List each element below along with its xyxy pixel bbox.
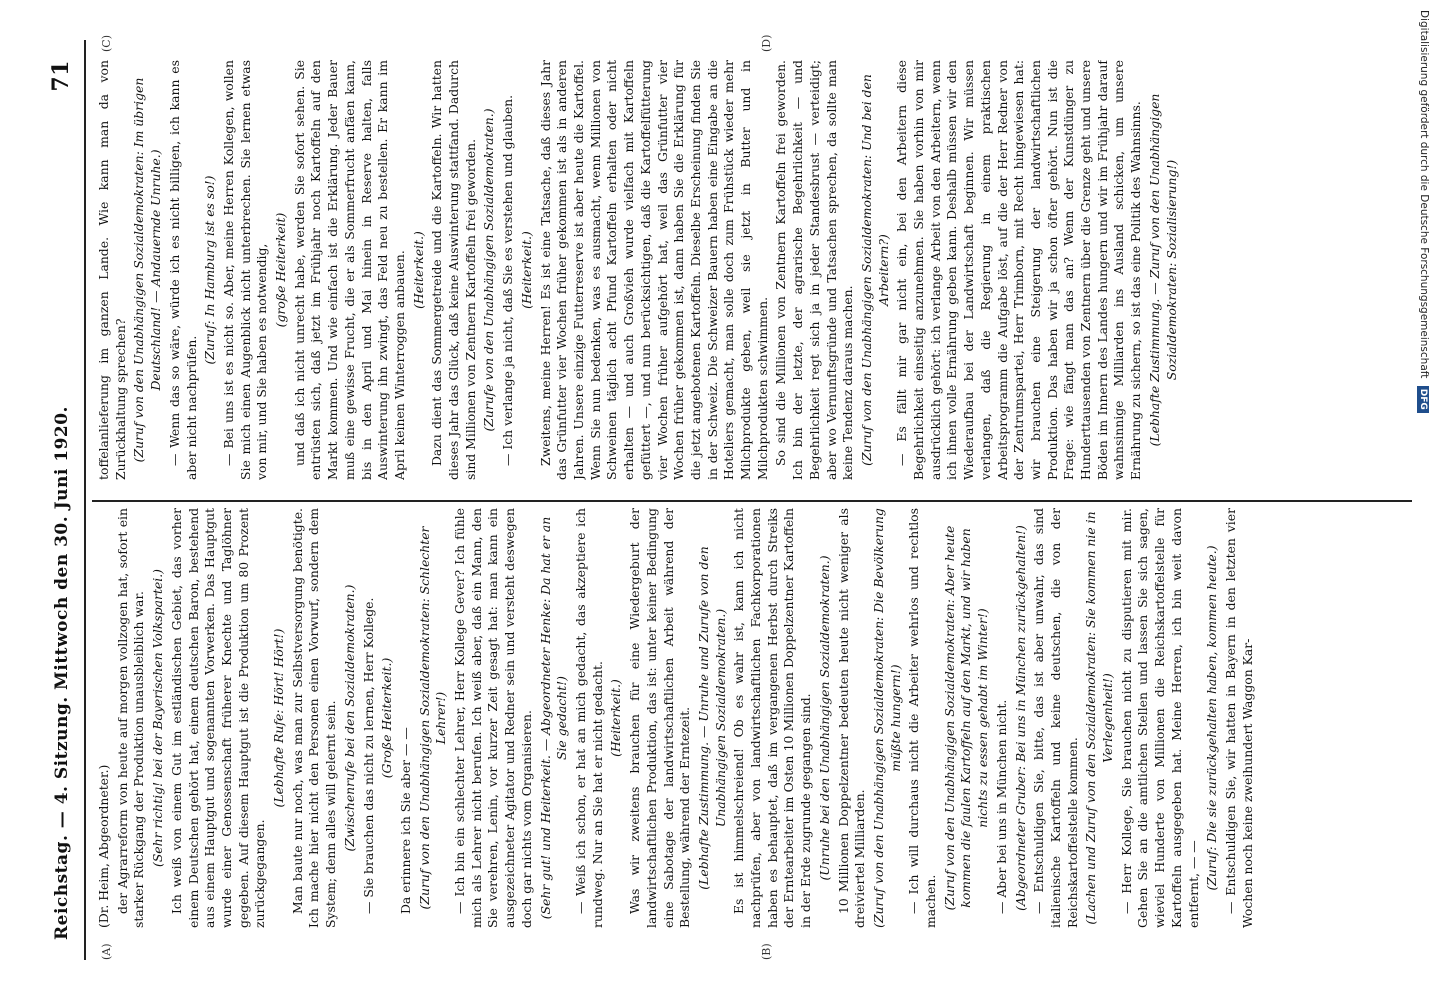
paragraph: So sind die Millionen von Zentnern Kartoffeln frei geworden. Ich bin der letzte, der agrarische Begehrlichkeit — und Begehrlichkeit regt sich ja in jeder Standesbrust — verteidigt; aber wo Vernunftsgründe und Tatsachen sprechen, da sollte man keine Tendenz daraus machen.: [773, 60, 856, 480]
paragraph: — Entschuldigen Sie, wir hatten in Bayern in den letzten vier Wochen noch keine zweihundert Waggon Kar-: [1223, 508, 1255, 928]
column-rule: [92, 500, 1412, 502]
digitization-note: [1417, 10, 1430, 413]
interjection: (Zwischenrufe bei den Sozialdemokraten.): [341, 584, 357, 852]
interjection: (Zuruf von den Unabhängigen Sozialdemokraten: Im übrigen Deutschland! — Andauernde Unruhe.): [131, 77, 164, 463]
paragraph: der Agrarreform von heute auf morgen vollzogen hat, sofort ein starker Rückgang der Produktion unausbleiblich war.: [114, 508, 147, 928]
header-rule: [84, 40, 86, 960]
paragraph: — Ich verlange ja nicht, daß Sie es verstehen und glauben.: [500, 94, 516, 466]
margin-mark-c: (C): [100, 35, 113, 52]
dfg-logo: DFG: [1417, 386, 1429, 413]
interjection: (Sehr richtig! bei der Bayerischen Volkspartei.): [150, 568, 166, 868]
interjection: (Zuruf: Die sie zurückgehalten haben, kommen heute.): [1204, 545, 1220, 891]
paragraph: (Dr. Heim, Abgeordneter.): [96, 764, 111, 928]
interjection: (Zurufe von den Unabhängigen Sozialdemokraten.): [481, 108, 497, 432]
paragraph: Dazu dient das Sommergetreide und die Kartoffeln. Wir hatten dieses Jahr das Glück, daß keine Auswinterung stattfand. Dadurch sind Millionen von Zentnern Kartoffeln frei geworden.: [429, 60, 478, 480]
page-number: 71: [48, 60, 74, 92]
paragraph: 10 Millionen Doppelzentner bedeuten heute nicht weniger als dreiviertel Milliarden.: [835, 508, 868, 928]
interjection: (Zuruf: In Hamburg ist es so!): [202, 175, 218, 365]
text-column-left: [96, 508, 1434, 928]
margin-mark-b: (B): [760, 943, 773, 960]
interjection: (Zuruf von den Unabhängigen Sozialdemokraten: Und bei den Arbeitern?): [858, 74, 891, 466]
interjection: (Zuruf von den Unabhängigen Sozialdemokraten: Aber heute kommen die faulen Kartoffeln auf den Markt, und wir haben nichts zu essen gehabt im Winter!): [941, 525, 991, 911]
interjection: (große Heiterkeit): [273, 212, 289, 328]
margin-mark-d: (D): [760, 34, 773, 52]
paragraph: und daß ich nicht unrecht habe, werden Sie sofort sehen. Sie entrüsten sich, daß jetzt im Frühjahr noch Kartoffeln auf den Markt kommen. Und wie einfach ist die Erklärung. Jeder Bauer muß eine gewisse Frucht, die er als Sommerfrucht anfäen kann, bis in den April und Mai hinein in Reserve halten, falls Auswinterung ihn zwingt, das Feld neu zu bestellen. Er kann im April keinen Winterroggen anbauen.: [291, 60, 407, 480]
paragraph: — Ich will durchaus nicht die Arbeiter wehrlos und rechtlos machen.: [906, 508, 939, 928]
interjection: (Heiterkeit.): [410, 231, 426, 309]
interjection: (Heiterkeit.): [518, 231, 534, 309]
interjection: (Sehr gut! und Heiterkeit. — Abgeordneter Henke: Da hat er an Sie gedacht!): [537, 516, 570, 920]
paragraph: toffelanlieferung im ganzen Lande. Wie kann man da von Zurückhaltung sprechen?: [96, 60, 128, 480]
interjection: (Lebhafte Rufe: Hört! Hört!): [271, 628, 287, 808]
paragraph: — Weiß ich schon, er hat an mich gedacht, das akzeptiere ich rundweg. Nur an Sie hat er nicht gedacht.: [572, 508, 605, 928]
page-header: [48, 60, 78, 940]
interjection: (Unruhe bei den Unabhängigen Sozialdemokraten.): [816, 555, 832, 881]
paragraph: Da erinnere ich Sie aber — —: [397, 727, 413, 914]
paragraph: — Es fällt mir gar nicht ein, bei den Arbeitern diese Begehrlichkeit einseitig anzunehmen. Sie haben vorhin von mir ausdrücklich gehört: ich verlange Arbeit von den Arbeitern, wenn ich ihnen volle Ernährung geben kann. Deshalb müssen wir den Wiederaufbau bei der Landwirtschaft beginnen. Wir müssen verlangen, daß die Regierung in einem praktischen Arbeitsprogramm die Aufgabe löst, auf die der Herr Redner von der Zentrumspartei, Herr Trimborn, mit Recht hingewiesen hat: wir brauchen eine Steigerung der landwirtschaftlichen Produktion. Das haben wir ja schon öfter gehört. Nun ist die Frage: wie fängt man das an? Wenn der Kunstdünger zu Hunderttausenden von Zentnern über die Grenze geht und unsere Böden im Innern des Landes hungern und wir im Frühjahr darauf wahnsinnige Milliarden ins Ausland schicken, um unsere Ernährung zu sichern, so ist das eine Politik des Wahnsinns.: [894, 60, 1144, 480]
interjection: (Lebhafte Zustimmung. — Zuruf von den Unabhängigen Sozialdemokraten: Sozialisierung!): [1146, 93, 1179, 447]
text-column-right: [96, 60, 1434, 480]
paragraph: — Entschuldigen Sie, bitte, das ist aber unwahr, das sind italienische Kartoffeln und keine deutschen, die von der Reichskartoffelstelle kommen.: [1031, 508, 1080, 928]
paragraph: Man baute nur noch, was man zur Selbstversorgung benötigte. Ich mache hier nicht den Personen einen Vorwurf, sondern dem System; denn alles will gelernt sein.: [289, 508, 339, 928]
paragraph: — Aber bei uns in München nicht.: [993, 699, 1009, 914]
interjection: (Zuruf von den Unabhängigen Sozialdemokraten: Die Bevölkerung müßte hungern!): [870, 508, 903, 928]
paragraph: — Sie brauchen das nicht zu lernen, Herr Kollege.: [360, 597, 376, 914]
margin-mark-a: (A): [100, 943, 113, 960]
digitization-text: Digitalisierung gefördert durch die Deutsche Forschungsgemeinschaft: [1418, 10, 1430, 379]
header-title: Reichstag. — 4. Sitzung. Mittwoch den 30. Juni 1920.: [52, 406, 72, 940]
paragraph: — Ich bin ein schlechter Lehrer, Herr Kollege Gever? Ich fühle mich als Lehrer nicht berufen. Ich weiß aber, daß ein Mann, den Sie verehren, Lenin, vor kurzer Zeit gesagt hat: man kann ein ausgezeichneter Agitator und Redner sein und versteht deswegen doch gar nichts vom Organisieren.: [452, 508, 534, 928]
paragraph: — Wenn das so wäre, würde ich es nicht billigen, ich kann es aber nicht nachprüfen.: [166, 60, 199, 480]
paragraph: Was wir zweitens brauchen für eine Wiedergeburt der landwirtschaftlichen Produktion, das ist: unter keiner Bedingung eine Sabotage der landwirtschaftlichen Arbeit während der Bestellung, während der Erntezeit.: [627, 508, 693, 928]
interjection: (Abgeordneter Gruber: Bei uns in München zurückgehalten!): [1012, 525, 1028, 911]
interjection: (Zuruf von den Unabhängigen Sozialdemokraten: Schlechter Lehrer!): [416, 526, 449, 910]
interjection: (Lebhafte Zustimmung. — Unruhe und Zurufe von den Unabhängigen Sozialdemokraten.): [695, 546, 728, 890]
paragraph: — Herr Kollege, Sie brauchen nicht zu disputieren mit mir. Gehen Sie an die amtlichen Stellen und lassen Sie sich sagen, wieviel Hunderte von Millionen die Reichskartoffelstelle für Kartoffeln ausgegeben hat. Meine Herren, ich bin weit davon entfernt, — —: [1118, 508, 1201, 928]
paragraph: Zweitens, meine Herren! Es ist eine Tatsache, daß dieses Jahr das Grünfutter vier Wochen früher gekommen ist als in anderen Jahren. Unsere einzige Futterreserve ist aber heute die Kartoffel. Wenn Sie nun bedenken, was es ausmacht, wenn Millionen von Schweinen täglich acht Pfund Kartoffeln erhalten oder nicht erhalten — und auch Großvieh wurde vielfach mit Kartoffeln gefüttert —, und nun berücksichtigen, daß die Kartoffelfütterung vier Wochen früher aufgehört hat, weil das Grünfutter vier Wochen früher gekommen ist, dann haben Sie die Erklärung für die jetzt angebotenen Kartoffeln. Dieselbe Erscheinung finden Sie in der Schweiz. Die Schweizer Bauern haben eine Eingabe an die Hoteliers gemacht, man solle doch zum Frühstück wieder mehr Milchprodukte geben, weil sie jetzt in Butter und in Milchprodukten schwimmen.: [537, 60, 770, 480]
paragraph: — Bei uns ist es nicht so. Aber, meine Herren Kollegen, wollen Sie mich einen Augenblick nicht unterbrechen. Sie lernen etwas von mir, und Sie haben es notwendig,: [220, 60, 270, 480]
interjection: (Große Heiterkeit.): [379, 657, 395, 779]
interjection: (Lachen und Zuruf von den Sozialdemokraten: Sie kommen nie in Verlegenheit!): [1083, 511, 1116, 925]
interjection: (Heiterkeit.): [608, 679, 624, 757]
paragraph: Es ist himmelschreiend! Ob es wahr ist, kann ich nicht nachprüfen, aber von landwirtschaftlichen Fachkorporationen haben es behauptet, daß im vergangenen Herbst durch Streiks der Erntearbeiter im Osten 10 Millionen Doppelzentner Kartoffeln in der Erde zugrunde gegangen sind.: [731, 508, 814, 928]
paragraph: Ich weiß von einem Gut im estländischen Gebiet, das vorher einem Deutschen gehört hat, einem deutschen Baron, bestehend aus einem Hauptgut und sogenannten Vorwerken. Das Hauptgut wurde einer Genossenschaft früherer Knechte und Taglöhner gegeben. Auf diesem Hauptgut ist die Produktion um 80 Prozent zurückgegangen.: [168, 508, 268, 928]
